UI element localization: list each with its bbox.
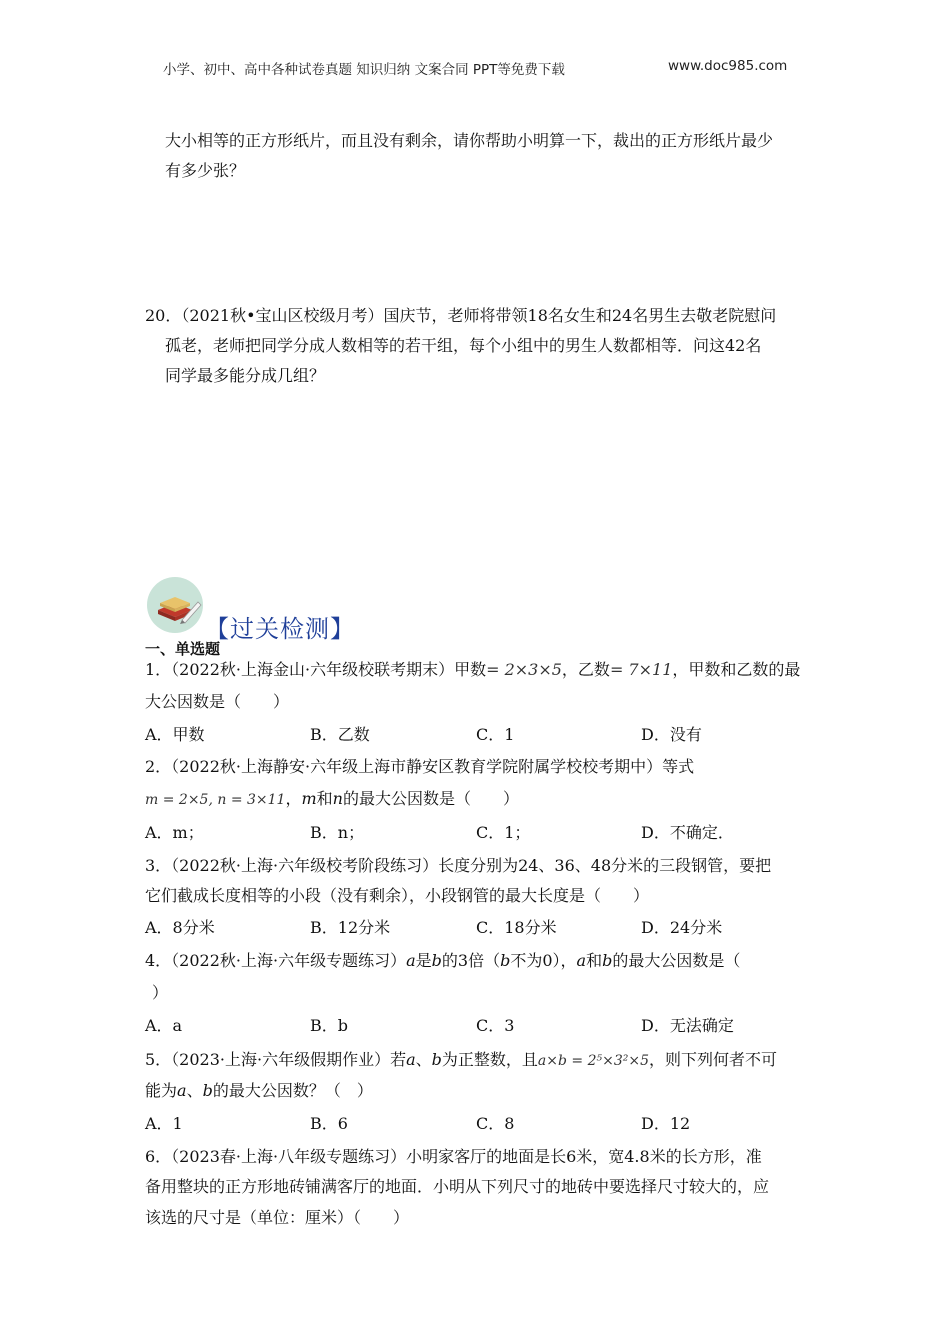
- part-label: 一、单选题: [145, 640, 221, 658]
- q1-line-1: [145, 660, 800, 680]
- q2-option-b[interactable]: B．n；: [310, 823, 365, 842]
- q4-t1: 是: [415, 951, 432, 970]
- q1-option-c[interactable]: C．1: [476, 725, 515, 744]
- q20-line-1: 20．（2021秋•宝山区校级月考）国庆节，老师将带领18名女生和24名男生去敬老院慰问: [145, 306, 777, 325]
- q4-option-c[interactable]: C．3: [476, 1016, 515, 1035]
- q4-var-b: b: [431, 951, 442, 970]
- q4-option-b[interactable]: B．b: [310, 1016, 349, 1035]
- q1-option-d[interactable]: D．没有: [641, 725, 702, 744]
- q2-option-c[interactable]: C．1；: [476, 823, 531, 842]
- q1-option-b[interactable]: B．乙数: [310, 725, 370, 744]
- q6-line-3: 该选的尺寸是（单位：厘米）（ ）: [145, 1208, 410, 1227]
- q1-prefix: 1．（2022秋·上海金山·六年级校联考期末）甲数: [145, 660, 487, 679]
- q4-t5: 的最大公因数是（: [612, 951, 741, 970]
- q5-option-d[interactable]: D．12: [641, 1114, 691, 1133]
- q4-var-b-2: b: [500, 951, 511, 970]
- q1-mid: ，乙数: [561, 660, 610, 679]
- q3-option-d[interactable]: D．24分米: [641, 918, 723, 937]
- q4-line-1: [145, 951, 740, 971]
- q2-he: 和: [316, 789, 333, 808]
- q4-prefix: 4．（2022秋·上海·六年级专题练习）: [145, 951, 407, 970]
- q4-t3: 不为0），: [510, 951, 577, 970]
- q6-line-2: 备用整块的正方形地砖铺满客厅的地面．小明从下列尺寸的地砖中要选择尺寸较大的，应: [145, 1177, 770, 1196]
- q2-var-m: m: [301, 789, 317, 808]
- q2-option-d[interactable]: D．不确定．: [641, 823, 734, 842]
- header-text: 小学、初中、高中各种试卷真题 知识归纳 文案合同 PPT等免费下载: [163, 62, 565, 78]
- q5-option-b[interactable]: B．6: [310, 1114, 348, 1133]
- q6-line-1: 6．（2023春·上海·八年级专题练习）小明家客厅的地面是长6米，宽4.8米的长方形，准: [145, 1147, 762, 1166]
- section-title: 【过关检测】: [205, 615, 355, 643]
- q5-sep-2: 、: [186, 1081, 203, 1100]
- header-url[interactable]: www.doc985.com: [668, 58, 788, 74]
- q3-option-c[interactable]: C．18分米: [476, 918, 557, 937]
- q4-line-2: ）: [152, 983, 169, 1002]
- q5-prefix: 5．（2023·上海·六年级假期作业）若: [145, 1050, 407, 1069]
- q2-line-2: [145, 789, 519, 810]
- q3-line-1: 3．（2022秋·上海·六年级校考阶段练习）长度分别为24、36、48分米的三段钢管，要把: [145, 856, 772, 875]
- q3-option-a[interactable]: A．8分米: [145, 918, 215, 937]
- q4-var-a-2: a: [576, 951, 587, 970]
- q4-option-d[interactable]: D．无法确定: [641, 1016, 734, 1035]
- q2-var-n: n: [332, 789, 343, 808]
- q3-option-b[interactable]: B．12分米: [310, 918, 391, 937]
- q5-option-c[interactable]: C．8: [476, 1114, 515, 1133]
- q4-var-a: a: [406, 951, 416, 970]
- q5-line-2: [145, 1081, 373, 1101]
- continued-line-2: 有多少张？: [165, 161, 246, 180]
- q5-var-a-2: a: [177, 1081, 187, 1100]
- q5-t1: 为正整数，且: [441, 1050, 538, 1069]
- q3-line-2: 它们截成长度相等的小段（没有剩余），小段钢管的最大长度是（ ）: [145, 886, 650, 905]
- q5-var-b-2: b: [202, 1081, 213, 1100]
- continued-line-1: 大小相等的正方形纸片，而且没有剩余，请你帮助小明算一下，裁出的正方形纸片最少: [165, 131, 774, 150]
- q5-var-b: b: [431, 1050, 442, 1069]
- q5-line2-b: 的最大公因数？（ ）: [212, 1081, 373, 1100]
- q2-option-a[interactable]: A．m；: [145, 823, 204, 842]
- q5-line2-a: 能为: [145, 1081, 178, 1100]
- q2-expr: m = 2×5, n = 3×11: [145, 792, 286, 808]
- q4-t4: 和: [586, 951, 603, 970]
- q5-sep: 、: [415, 1050, 432, 1069]
- q4-t2: 的3倍（: [441, 951, 501, 970]
- q5-option-a[interactable]: A．1: [145, 1114, 183, 1133]
- q1-option-a[interactable]: A．甲数: [145, 725, 205, 744]
- q4-var-b-3: b: [602, 951, 613, 970]
- q1-suffix: ，甲数和乙数的最: [672, 660, 801, 679]
- q5-expr: a×b = 2⁵×3²×5: [537, 1053, 649, 1069]
- q2-line-1: 2．（2022秋·上海静安·六年级上海市静安区教育学院附属学校校考期中）等式: [145, 757, 695, 776]
- q2-after-expr: ，: [285, 789, 302, 808]
- q2-tail: 的最大公因数是（ ）: [342, 789, 519, 808]
- q5-t2: ，则下列何者不可: [648, 1050, 777, 1069]
- q1-expr-2: = 7×11: [609, 660, 673, 679]
- q5-var-a: a: [406, 1050, 416, 1069]
- q1-line-2: 大公因数是（ ）: [145, 692, 290, 711]
- q20-line-2: 孤老，老师把同学分成人数相等的若干组，每个小组中的男生人数都相等．问这42名: [165, 336, 762, 355]
- q5-line-1: [145, 1050, 777, 1071]
- q4-option-a[interactable]: A．a: [145, 1016, 183, 1035]
- book-pencil-icon: [146, 576, 204, 634]
- q1-expr-1: = 2×3×5: [486, 660, 562, 679]
- q20-line-3: 同学最多能分成几组？: [165, 366, 326, 385]
